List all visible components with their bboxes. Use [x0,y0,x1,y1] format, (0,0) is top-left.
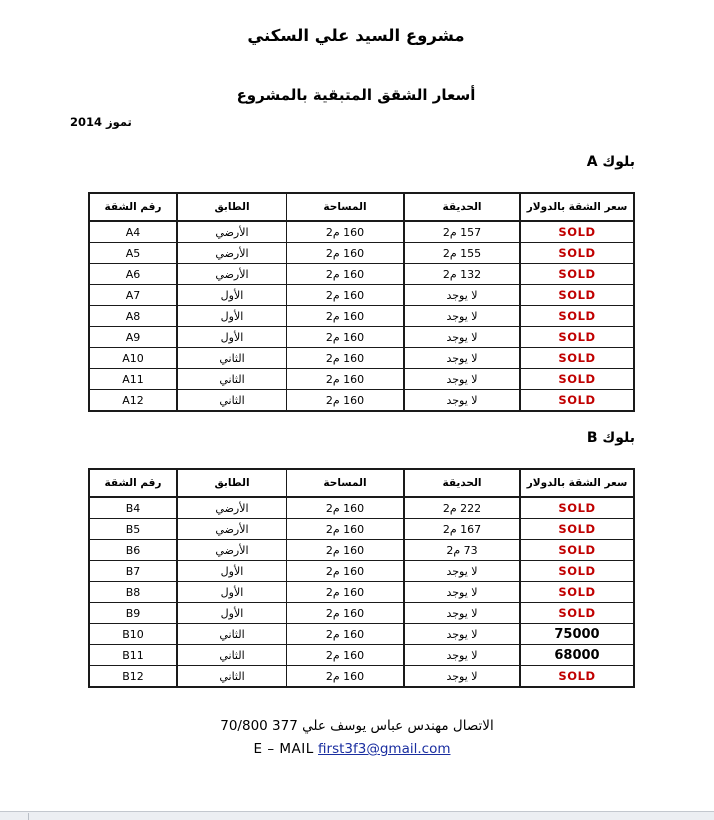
cell-floor: الثاني [177,369,287,390]
cell-floor: الثاني [177,645,287,666]
cell-price [520,519,634,540]
cell-floor: الأرضي [177,519,287,540]
status-badge-sold: SOLD [558,351,596,365]
cell-price [520,348,634,369]
cell-apartment-number: B5 [89,519,177,540]
table-row [89,540,634,561]
cell-area: 160 م2 [287,306,405,327]
cell-price [520,603,634,624]
cell-garden: لا يوجد [404,666,520,688]
status-badge-sold: SOLD [558,522,596,536]
cell-garden: 222 م2 [404,497,520,519]
cell-area: 160 م2 [287,603,405,624]
status-badge-sold: SOLD [558,288,596,302]
cell-floor: الثاني [177,390,287,412]
cell-area: 160 م2 [287,519,405,540]
cell-price [520,369,634,390]
cell-garden: لا يوجد [404,561,520,582]
cell-area: 160 م2 [287,540,405,561]
cell-floor: الأول [177,327,287,348]
cell-apartment-number: B8 [89,582,177,603]
cell-apartment-number: B6 [89,540,177,561]
cell-apartment-number: A10 [89,348,177,369]
cell-area: 160 م2 [287,561,405,582]
cell-floor: الأول [177,285,287,306]
status-badge-sold: SOLD [558,543,596,557]
price-amount: 68000 [554,647,600,663]
cell-area: 160 م2 [287,221,405,243]
status-badge-sold: SOLD [558,564,596,578]
cell-floor: الأول [177,582,287,603]
document-date: تموز 2014 [70,115,132,129]
cell-area: 160 م2 [287,285,405,306]
cell-garden: 73 م2 [404,540,520,561]
header-floor: الطابق [177,469,287,497]
status-badge-sold: SOLD [558,372,596,386]
apartment-price-table-a [88,192,635,412]
table-header-b [89,469,634,497]
cell-price [520,645,634,666]
status-badge-sold: SOLD [558,267,596,281]
cell-garden: لا يوجد [404,603,520,624]
table-row [89,390,634,412]
cell-apartment-number: B7 [89,561,177,582]
window-bottom-strip [0,811,714,820]
cell-floor: الأرضي [177,264,287,285]
status-badge-sold: SOLD [558,585,596,599]
cell-garden: 157 م2 [404,221,520,243]
table-row [89,243,634,264]
cell-garden: لا يوجد [404,306,520,327]
status-badge-sold: SOLD [558,225,596,239]
project-title: مشروع السيد علي السكني [247,26,465,45]
apartment-price-table-b [88,468,635,688]
cell-floor: الأرضي [177,221,287,243]
header-apartment: رقم الشقة [89,193,177,221]
cell-garden: لا يوجد [404,582,520,603]
cell-apartment-number: A11 [89,369,177,390]
header-area: المساحة [287,193,405,221]
cell-area: 160 م2 [287,264,405,285]
cell-apartment-number: A9 [89,327,177,348]
cell-garden: 167 م2 [404,519,520,540]
status-badge-sold: SOLD [558,606,596,620]
table-row [89,369,634,390]
cell-apartment-number: B11 [89,645,177,666]
footer-contact [57,718,657,757]
cell-floor: الأرضي [177,243,287,264]
cell-area: 160 م2 [287,497,405,519]
cell-price [520,540,634,561]
table-header-row [89,469,634,497]
cell-price [520,624,634,645]
cell-floor: الأول [177,603,287,624]
email-line [57,741,657,757]
project-subtitle: أسعار الشقق المتبقية بالمشروع [236,86,476,104]
cell-area: 160 م2 [287,582,405,603]
block-heading-a: بلوك A [586,154,635,170]
cell-floor: الأرضي [177,540,287,561]
status-badge-sold: SOLD [558,309,596,323]
block-b-table-container [104,468,635,688]
cell-apartment-number: A5 [89,243,177,264]
block-a-table-container [104,192,635,412]
table-row [89,264,634,285]
table-row [89,561,634,582]
table-row [89,221,634,243]
cell-garden: لا يوجد [404,369,520,390]
table-row [89,666,634,688]
cell-garden: لا يوجد [404,285,520,306]
cell-area: 160 م2 [287,369,405,390]
table-row [89,348,634,369]
cell-apartment-number: A8 [89,306,177,327]
cell-area: 160 م2 [287,624,405,645]
cell-apartment-number: A6 [89,264,177,285]
cell-area: 160 م2 [287,348,405,369]
table-header-a [89,193,634,221]
status-badge-sold: SOLD [558,501,596,515]
cell-apartment-number: A12 [89,390,177,412]
cell-garden: لا يوجد [404,624,520,645]
cell-apartment-number: B10 [89,624,177,645]
status-badge-sold: SOLD [558,393,596,407]
table-row [89,645,634,666]
cell-floor: الثاني [177,348,287,369]
table-header-row [89,193,634,221]
table-row [89,497,634,519]
table-row [89,582,634,603]
cell-apartment-number: A4 [89,221,177,243]
cell-price [520,582,634,603]
cell-price [520,327,634,348]
table-row [89,306,634,327]
cell-area: 160 م2 [287,645,405,666]
table-row [89,285,634,306]
cell-garden: لا يوجد [404,645,520,666]
cell-apartment-number: B4 [89,497,177,519]
cell-area: 160 م2 [287,327,405,348]
cell-price [520,264,634,285]
cell-floor: الأرضي [177,497,287,519]
cell-price [520,221,634,243]
cell-price [520,497,634,519]
email-label: E – MAIL [253,741,314,757]
cell-price [520,666,634,688]
header-price: سعر الشقة بالدولار [520,193,634,221]
email-link[interactable]: first3f3@gmail.com [318,741,451,757]
cell-price [520,561,634,582]
cell-area: 160 م2 [287,390,405,412]
table-row [89,624,634,645]
table-body-b [89,497,634,687]
header-floor: الطابق [177,193,287,221]
cell-garden: 132 م2 [404,264,520,285]
cell-area: 160 م2 [287,243,405,264]
price-amount: 75000 [554,626,600,642]
table-row [89,519,634,540]
cell-floor: الثاني [177,666,287,688]
block-heading-b: بلوك B [586,430,635,446]
cell-floor: الثاني [177,624,287,645]
cell-garden: لا يوجد [404,390,520,412]
contact-line: الاتصال مهندس عباس يوسف علي 377 70/800 [220,718,494,734]
cell-garden: لا يوجد [404,348,520,369]
header-garden: الحديقة [404,469,520,497]
cell-apartment-number: B9 [89,603,177,624]
header-price: سعر الشقة بالدولار [520,469,634,497]
header-apartment: رقم الشقة [89,469,177,497]
status-badge-sold: SOLD [558,669,596,683]
window-strip-tick [28,813,29,820]
cell-garden: لا يوجد [404,327,520,348]
header-garden: الحديقة [404,193,520,221]
cell-price [520,243,634,264]
cell-price [520,390,634,412]
cell-apartment-number: B12 [89,666,177,688]
table-body-a [89,221,634,411]
cell-floor: الأول [177,561,287,582]
table-row [89,603,634,624]
cell-area: 160 م2 [287,666,405,688]
status-badge-sold: SOLD [558,246,596,260]
table-row [89,327,634,348]
cell-garden: 155 م2 [404,243,520,264]
header-area: المساحة [287,469,405,497]
cell-apartment-number: A7 [89,285,177,306]
cell-price [520,285,634,306]
cell-price [520,306,634,327]
status-badge-sold: SOLD [558,330,596,344]
cell-floor: الأول [177,306,287,327]
